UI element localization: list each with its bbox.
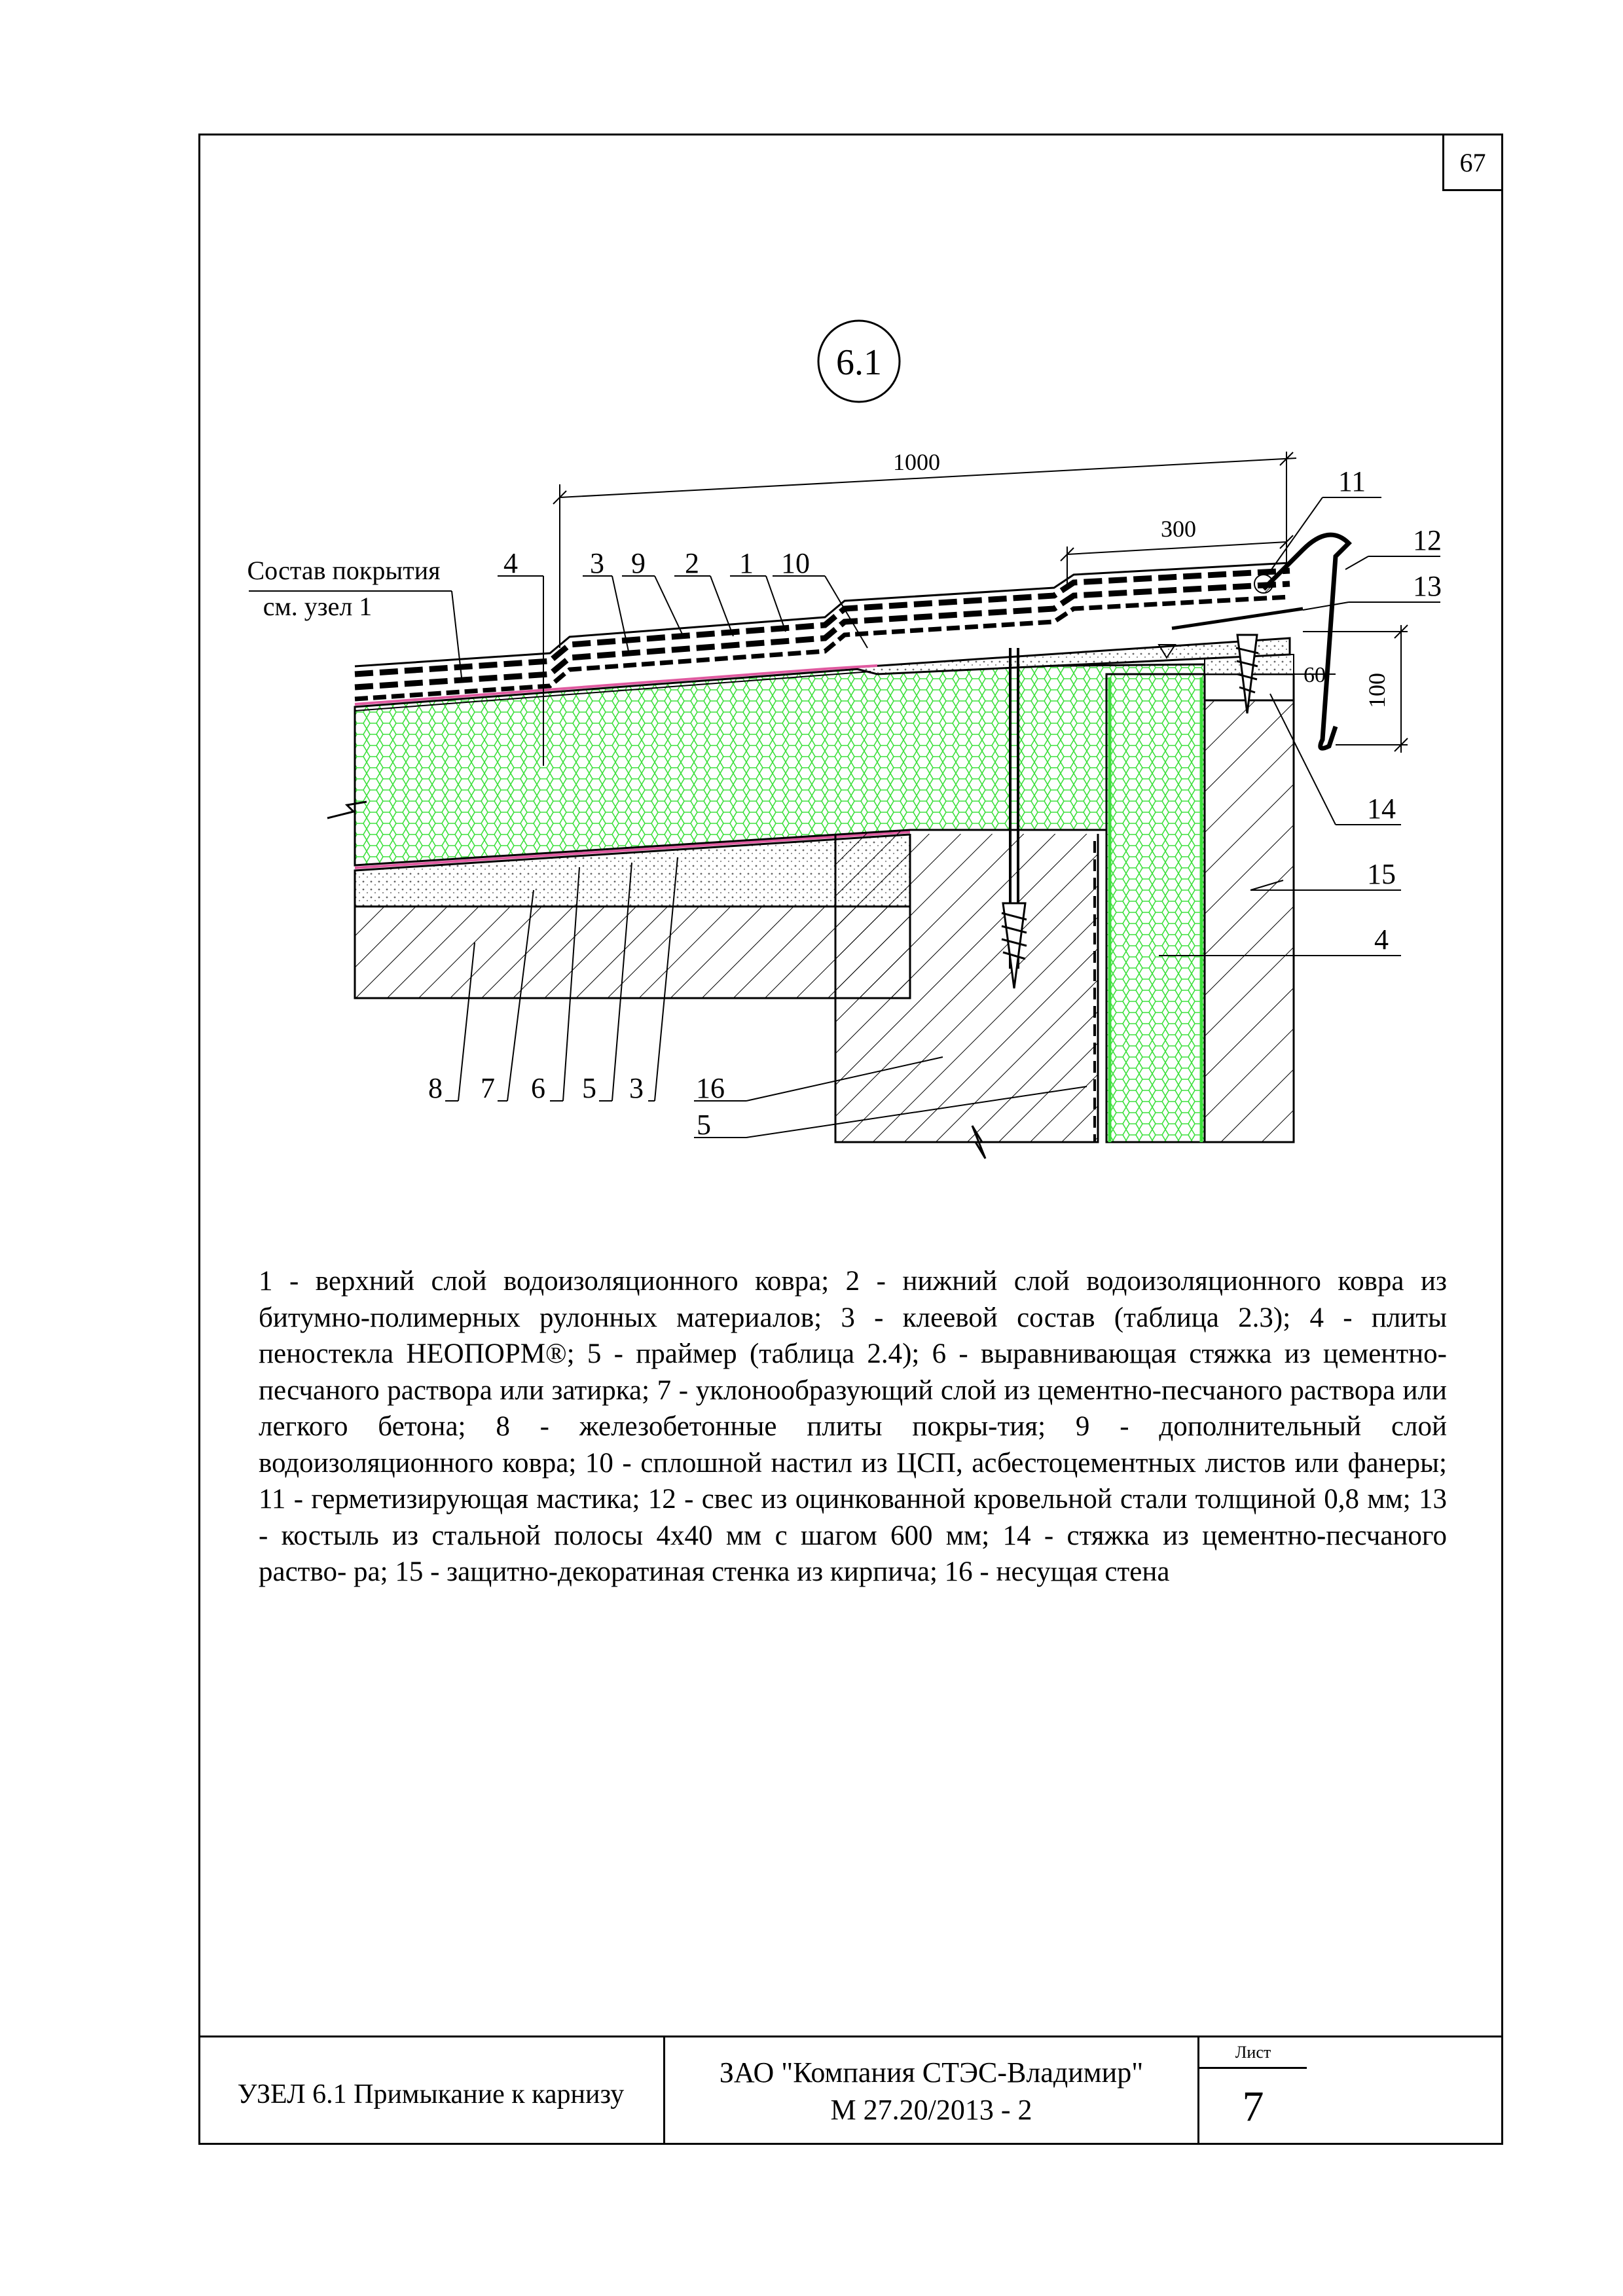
organization-name: ЗАО "Компания СТЭС-Владимир" bbox=[719, 2056, 1144, 2089]
callout-top-10: 10 bbox=[781, 547, 810, 579]
callout-bottom-7: 7 bbox=[481, 1072, 495, 1104]
callout-right-4: 4 bbox=[1374, 924, 1389, 956]
callout-right-11: 11 bbox=[1338, 465, 1366, 497]
callout-bottom-6: 6 bbox=[531, 1072, 545, 1104]
composition-note-line2: см. узел 1 bbox=[263, 592, 373, 621]
callout-right-13: 13 bbox=[1413, 570, 1442, 602]
title-block-sheet bbox=[1199, 2037, 1307, 2145]
dimension-100 bbox=[1303, 625, 1408, 753]
callout-top-9: 9 bbox=[631, 547, 646, 579]
callout-bottom-3: 3 bbox=[629, 1072, 644, 1104]
callout-top-2: 2 bbox=[685, 547, 699, 579]
callout-bottom-5b: 5 bbox=[697, 1109, 711, 1141]
callout-bottom-8: 8 bbox=[428, 1072, 443, 1104]
callout-top-3: 3 bbox=[590, 547, 604, 579]
document-code: М 27.20/2013 - 2 bbox=[830, 2094, 1032, 2126]
callout-bottom-5: 5 bbox=[582, 1072, 596, 1104]
callout-top-1: 1 bbox=[739, 547, 754, 579]
title-block bbox=[198, 2036, 1503, 2145]
sheet-label: Лист bbox=[1199, 2037, 1307, 2069]
legend-text: 1 - верхний слой водоизоляционного ковра; 2 - нижний слой водоизоляционного ковра из битумно-полимерных рулонных материалов; 3 - клеевой состав (таблица 2.3); 4 - плиты пеностекла НЕОПОРМ®; 5 - праймер (таблица 2.4); 6 - выравнивающая стяжка из цементно-песчаного раствора или затирка; 7 - уклонообразующий слой из цементно-песчаного раствора или легкого бетона; 8 - железобетонные плиты покры-тия; 9 - дополнительный слой водоизоляционного ковра; 10 - сплошной настил из ЦСП, асбестоцементных листов или фанеры; 11 - герметизирующая мастика; 12 - свес из оцинкованной кровельной стали толщиной 0,8 мм; 13 - костыль из стальной полосы 4х40 мм с шагом 600 мм; 14 - стяжка из цементно-песчаного раство- ра; 15 - защитно-декоратиная стенка из кирпича; 16 - несущая стена bbox=[259, 1266, 1447, 1587]
decorative-brick-wall bbox=[1205, 700, 1294, 1142]
dimension-60-label: 60 bbox=[1304, 663, 1326, 687]
node-id: 6.1 bbox=[836, 342, 882, 383]
composition-note-line1: Состав покрытия bbox=[247, 556, 441, 585]
title-block-name: УЗЕЛ 6.1 Примыкание к карнизу bbox=[198, 2037, 665, 2145]
foam-glass-insulation-vertical bbox=[1106, 674, 1205, 1142]
node-marker bbox=[818, 321, 900, 402]
page-number: 67 bbox=[1442, 134, 1503, 191]
dimension-300-label: 300 bbox=[1161, 516, 1196, 542]
reinforced-concrete-slab bbox=[355, 906, 910, 998]
callout-top-4: 4 bbox=[503, 547, 518, 579]
title-block-organization bbox=[665, 2037, 1199, 2145]
dimension-1000-label: 1000 bbox=[893, 449, 940, 475]
dimension-100-label: 100 bbox=[1364, 673, 1390, 708]
callout-right-12: 12 bbox=[1413, 524, 1442, 556]
sealing-mastic bbox=[1254, 575, 1273, 593]
callout-bottom-16: 16 bbox=[696, 1072, 725, 1104]
callout-right-14: 14 bbox=[1367, 793, 1396, 825]
steel-bracket bbox=[1172, 609, 1303, 628]
bearing-wall bbox=[835, 830, 1098, 1142]
sheet-number: 7 bbox=[1242, 2083, 1264, 2130]
callout-right-15: 15 bbox=[1367, 858, 1396, 890]
